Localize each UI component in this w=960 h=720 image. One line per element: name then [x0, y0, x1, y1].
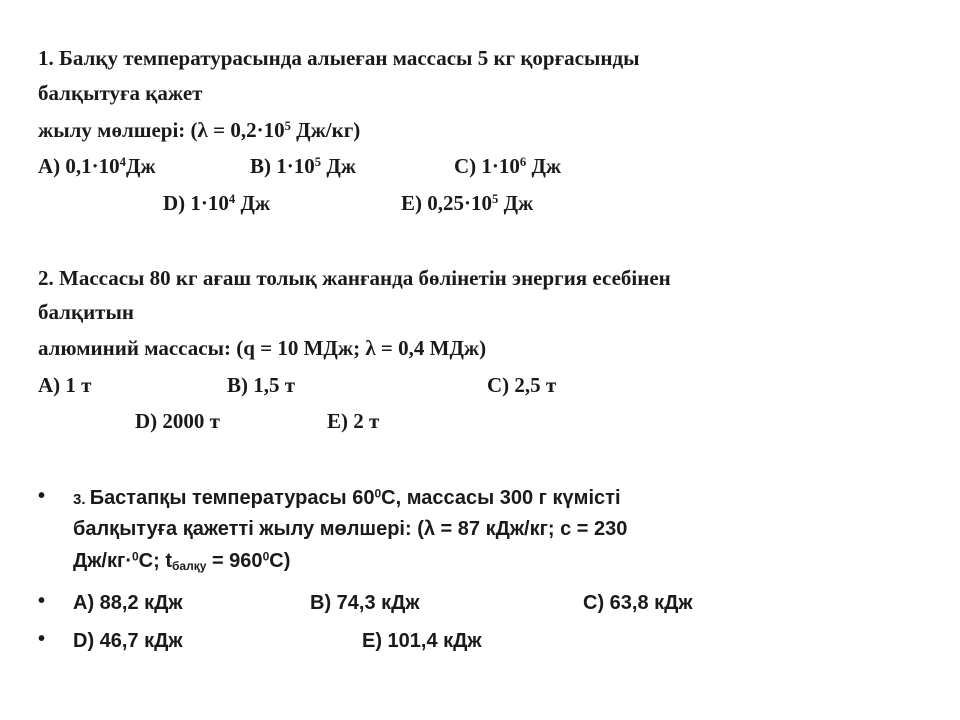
- q1-option-e: Е) $0,25\cdot 10^5$ Дж: [401, 191, 534, 215]
- q3-option-a: А) 88,2 кДж: [73, 592, 183, 614]
- q3-text-line3: Дж/кг·$^0$С; $t_{балқу} = 960^0С$): [73, 549, 291, 573]
- q3-option-c: С) 63,8 кДж: [583, 592, 693, 614]
- bullet-icon: •: [38, 628, 46, 650]
- q2-text-line2: балқитын: [38, 300, 134, 324]
- q2-option-a: А) 1 т: [38, 373, 92, 397]
- q2-option-b: В) 1,5 т: [227, 373, 296, 397]
- q2-text-line3: алюминий массасы: (q = 10 МДж; λ = 0,4 МДж): [38, 336, 487, 360]
- q3-option-d: D) 46,7 кДж: [73, 630, 183, 652]
- q1-text-line2: балқытуға қажет: [38, 81, 203, 105]
- q2-text-line1: 2. Массасы 80 кг ағаш толық жанғанда бөлінетін энергия есебінен: [38, 266, 671, 290]
- q1-option-d: D) $1\cdot 10^4$ Дж: [163, 191, 271, 215]
- bullet-icon: •: [38, 485, 46, 507]
- q3-option-e: Е) 101,4 кДж: [362, 630, 482, 652]
- q3-option-b: В) 74,3 кДж: [310, 592, 420, 614]
- q1-option-b: В) $1\cdot 10^5$ Дж: [250, 154, 356, 178]
- q3-text-line1: 3. Бастапқы температурасы $60^0С$, массасы 300 г күмісті: [73, 486, 621, 509]
- q1-text-line3: жылу мөлшері: ($\lambda = 0,2\cdot 10^5$ Дж/кг): [38, 118, 361, 142]
- q2-option-c: С) 2,5 т: [487, 373, 557, 397]
- q2-option-e: Е) 2 т: [327, 409, 380, 433]
- q3-text-line2: балқытуға қажетті жылу мөлшері: (λ = 87 кДж/кг; с = 230: [73, 518, 628, 540]
- q1-text-line1: 1. Балқу температурасында алыеған массасы 5 кг қорғасынды: [38, 46, 640, 70]
- bullet-icon: •: [38, 590, 46, 612]
- q1-option-c: С) $1\cdot 10^6$ Дж: [454, 154, 562, 178]
- q1-option-a: А) $0,1\cdot 10^4Дж$: [38, 154, 156, 178]
- q2-option-d: D) 2000 т: [135, 409, 220, 433]
